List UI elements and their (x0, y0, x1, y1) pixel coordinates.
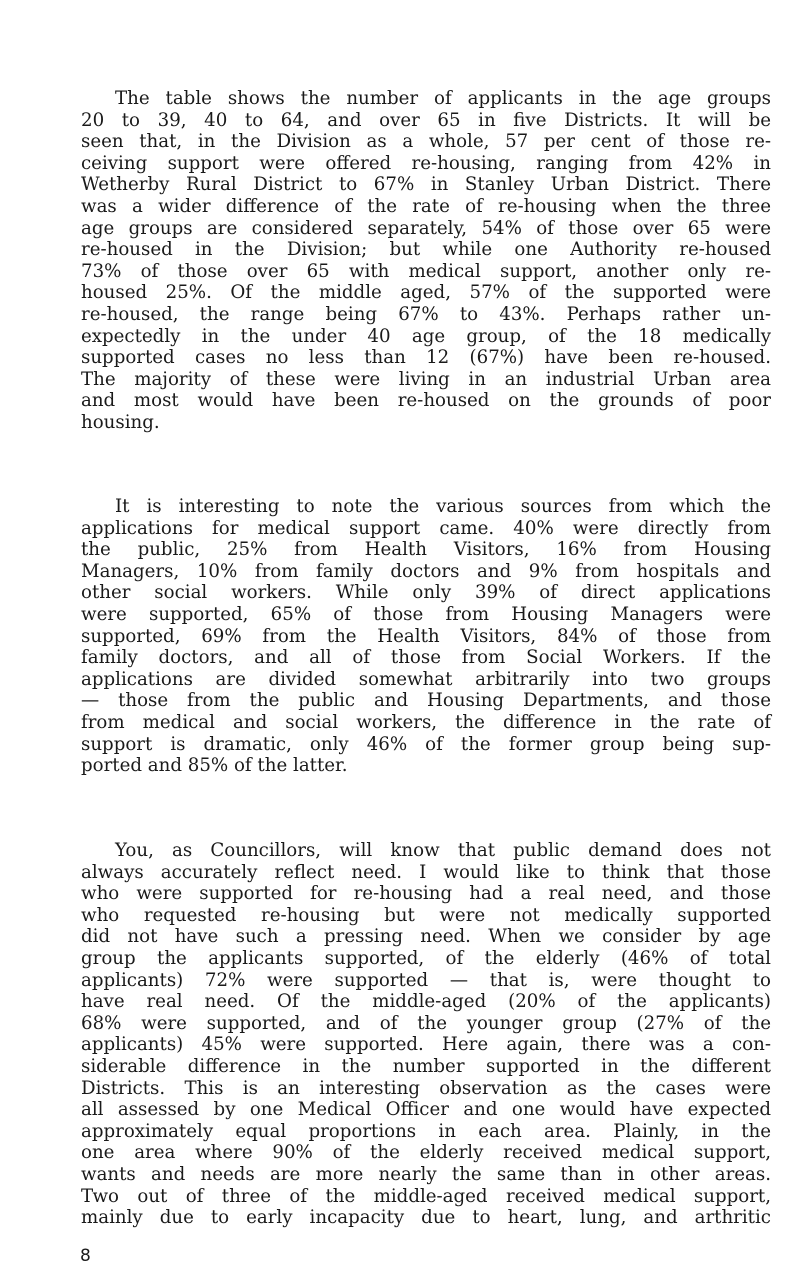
text-line: Two out of three of the middle-aged received medical support, (81, 1185, 771, 1207)
text-line: age groups are considered separately, 54% of those over 65 were (81, 217, 771, 239)
text-line: wants and needs are more nearly the same than in other areas. (81, 1163, 771, 1185)
text-line: from medical and social workers, the difference in the rate of (81, 711, 771, 733)
text-line: It is interesting to note the various sources from which the (115, 496, 771, 517)
text-line: 68% were supported, and of the younger group (27% of the (81, 1012, 771, 1034)
text-line: siderable difference in the number supported in the different (81, 1055, 771, 1077)
text-line: who requested re-housing but were not medically supported (81, 904, 771, 926)
paragraph-councillors (81, 840, 771, 1229)
text-line: always accurately reflect need. I would like to think that those (81, 861, 771, 883)
text-line: mainly due to early incapacity due to heart, lung, and arthritic (81, 1207, 771, 1229)
paragraph-age-groups (81, 88, 771, 434)
page-number: 8 (80, 1246, 91, 1266)
text-line: supported cases no less than 12 (67%) have been re-housed. (81, 347, 771, 369)
text-line: applications are divided somewhat arbitrarily into two groups (81, 668, 771, 690)
text-line: support is dramatic, only 46% of the former group being sup- (81, 733, 771, 755)
text-line: re-housed in the Division; but while one Authority re-housed (81, 239, 771, 261)
text-line: housed 25%. Of the middle aged, 57% of the supported were (81, 282, 771, 304)
text-line: other social workers. While only 39% of direct applications (81, 582, 771, 604)
text-line: group the applicants supported, of the elderly (46% of total (81, 947, 771, 969)
text-line: The majority of these were living in an industrial Urban area (81, 368, 771, 390)
text-line: 20 to 39, 40 to 64, and over 65 in five Districts. It will be (81, 109, 771, 131)
text-line: 73% of those over 65 with medical support, another only re- (81, 260, 771, 282)
text-line: were supported, 65% of those from Housing Managers were (81, 603, 771, 625)
text-line: applicants) 72% were supported — that is, were thought to (81, 969, 771, 991)
text-line: Wetherby Rural District to 67% in Stanley Urban District. There (81, 174, 771, 196)
text-line: applicants) 45% were supported. Here again, there was a con- (81, 1034, 771, 1056)
text-line: ceiving support were offered re-housing, ranging from 42% in (81, 152, 771, 174)
text-line: expectedly in the under 40 age group, of the 18 medically (81, 325, 771, 347)
text-line: was a wider difference of the rate of re-housing when the three (81, 195, 771, 217)
text-line: who were supported for re-housing had a real need, and those (81, 883, 771, 905)
text-line: family doctors, and all of those from Social Workers. If the (81, 647, 771, 669)
text-line: Managers, 10% from family doctors and 9% from hospitals and (81, 560, 771, 582)
text-line: You, as Councillors, will know that public demand does not (115, 840, 771, 861)
text-line: supported, 69% from the Health Visitors, 84% of those from (81, 625, 771, 647)
text-line: have real need. Of the middle-aged (20% of the applicants) (81, 991, 771, 1013)
text-line: housing. (81, 411, 160, 433)
text-line: The table shows the number of applicants in the age groups (115, 88, 771, 109)
paragraph-sources (81, 496, 771, 777)
text-line: seen that, in the Division as a whole, 57 per cent of those re- (81, 131, 771, 153)
text-line: one area where 90% of the elderly received medical support, (81, 1142, 771, 1164)
text-line: approximately equal proportions in each area. Plainly, in the (81, 1120, 771, 1142)
text-line: ported and 85% of the latter. (81, 755, 348, 777)
text-line: applications for medical support came. 40% were directly from (81, 517, 771, 539)
text-line: re-housed, the range being 67% to 43%. Perhaps rather un- (81, 303, 771, 325)
text-line: the public, 25% from Health Visitors, 16% from Housing (81, 539, 771, 561)
text-line: Districts. This is an interesting observation as the cases were (81, 1077, 771, 1099)
text-line: all assessed by one Medical Officer and one would have expected (81, 1099, 771, 1121)
text-line: and most would have been re-housed on the grounds of poor (81, 390, 771, 412)
text-line: — those from the public and Housing Departments, and those (81, 690, 771, 712)
text-line: did not have such a pressing need. When we consider by age (81, 926, 771, 948)
